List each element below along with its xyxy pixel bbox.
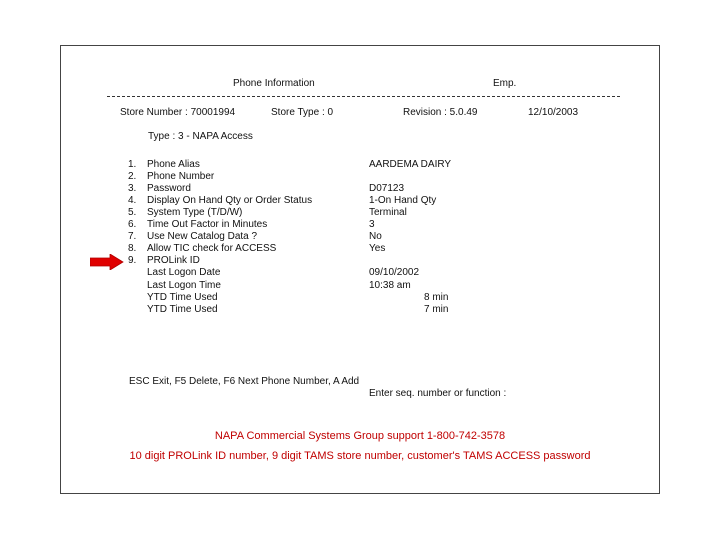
stat-value: 7 min: [424, 304, 449, 315]
field-value: D07123: [369, 183, 405, 194]
field-value: No: [369, 231, 382, 242]
screen-title: Phone Information: [233, 78, 315, 89]
function-key-bar[interactable]: ESC Exit, F5 Delete, F6 Next Phone Number, A Add: [129, 376, 360, 387]
type-line: Type : 3 - NAPA Access: [148, 131, 253, 142]
note-caption: 10 digit PROLink ID number, 9 digit TAMS store number, customer's TAMS ACCESS password: [129, 450, 591, 462]
field-label[interactable]: Phone Alias: [147, 159, 200, 170]
field-number: 3.: [128, 183, 137, 194]
emp-label: Emp.: [493, 78, 517, 89]
field-label[interactable]: Display On Hand Qty or Order Status: [147, 195, 313, 206]
field-number: 9.: [128, 255, 137, 266]
stat-label: YTD Time Used: [147, 292, 218, 303]
field-number: 8.: [128, 243, 137, 254]
store-number: Store Number : 70001994: [120, 107, 236, 118]
stat-label: Last Logon Date: [147, 267, 221, 278]
red-arrow-icon: [90, 254, 124, 270]
store-type: Store Type : 0: [271, 107, 334, 118]
field-label[interactable]: Time Out Factor in Minutes: [147, 219, 268, 230]
stat-label: Last Logon Time: [147, 280, 221, 291]
field-number: 5.: [128, 207, 137, 218]
field-value: Terminal: [369, 207, 407, 218]
stat-value: 8 min: [424, 292, 449, 303]
field-label[interactable]: Use New Catalog Data ?: [147, 231, 258, 242]
field-label[interactable]: System Type (T/D/W): [147, 207, 243, 218]
field-label-prolink-id[interactable]: PROLink ID: [147, 255, 200, 266]
field-label[interactable]: Password: [147, 183, 191, 194]
field-number: 6.: [128, 219, 137, 230]
header-divider: [107, 96, 620, 97]
field-value: 1-On Hand Qty: [369, 195, 437, 206]
field-label[interactable]: Phone Number: [147, 171, 215, 182]
support-caption: NAPA Commercial Systems Group support 1-800-742-3578: [214, 430, 506, 442]
field-label[interactable]: Allow TIC check for ACCESS: [147, 243, 277, 254]
field-number: 4.: [128, 195, 137, 206]
stat-label: YTD Time Used: [147, 304, 218, 315]
revision-date: 12/10/2003: [528, 107, 579, 118]
field-value: Yes: [369, 243, 386, 254]
command-prompt[interactable]: Enter seq. number or function :: [369, 388, 507, 399]
revision: Revision : 5.0.49: [403, 107, 478, 118]
field-number: 1.: [128, 159, 137, 170]
field-value: 3: [369, 219, 375, 230]
stat-value: 09/10/2002: [369, 267, 420, 278]
stat-value: 10:38 am: [369, 280, 411, 291]
field-value: AARDEMA DAIRY: [369, 159, 452, 170]
field-number: 7.: [128, 231, 137, 242]
field-number: 2.: [128, 171, 137, 182]
